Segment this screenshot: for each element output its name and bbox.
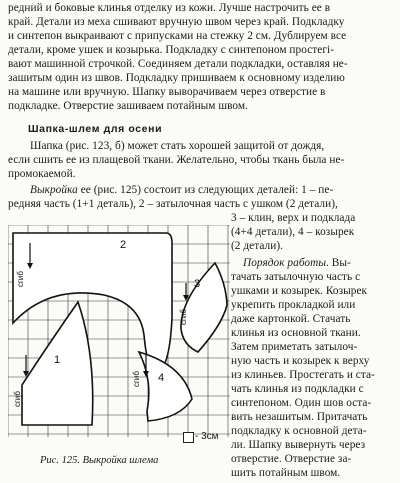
text-line: Шапка (рис. 123, б) может стать хорошей защитой от дождя,: [30, 140, 325, 152]
text-line: детали, кроме ушек и козырька. Подкладку с синтепоном простегі-: [8, 44, 335, 56]
text-line: на машине или вручную. Шапку выворачиваем через отверстие в: [8, 86, 326, 98]
fold-label: сгиб: [132, 371, 141, 387]
text-line: ли. Шапку вывернуть через: [231, 439, 366, 451]
figure-caption: Рис. 125. Выкройка шлема: [40, 455, 159, 466]
text-line: (4+4 детали), 4 – козырек: [231, 226, 355, 238]
text-line: вить незашитым. Притачать: [231, 411, 368, 423]
text-line: Затем приметать затылоч-: [231, 341, 358, 353]
text-line: (2 детали).: [231, 240, 284, 252]
text-line: вают машинной строчкой. Соединяем детали подкладки, оставляя не-: [8, 58, 348, 70]
scale-square-icon: [183, 432, 194, 443]
fold-label: сгиб: [13, 391, 22, 407]
text-line: край. Детали из меха сшивают вручную швом через край. Подкладку: [8, 16, 345, 28]
text-line: тачать затылочную часть с: [231, 271, 361, 283]
text-line: шить потайным швом.: [231, 467, 341, 479]
work-order-rest: . Вы-: [326, 257, 351, 269]
text-line: [30, 184, 333, 197]
text-line: даже картонкой. Стачать: [231, 313, 351, 325]
pattern-piece-2: [13, 233, 172, 373]
text-line: ную часть и козырек к верху: [231, 355, 370, 367]
text-line: [243, 257, 351, 270]
fold-label: сгиб: [16, 271, 25, 287]
text-line: подкладку к основной дета-: [231, 425, 367, 437]
text-line: редняя часть (1+1 деталь), 2 – затылочная часть с ушком (2 детали),: [8, 198, 338, 210]
fold-label: сгиб: [179, 309, 188, 325]
piece-number-4: 4: [158, 372, 165, 384]
text-line: 3 – клин, верх и подклада: [231, 212, 356, 224]
text-line: чать клинья из подкладки с: [231, 383, 364, 395]
text-line: и синтепон выкраивают с припусками на стежку 2 см. Дублируем все: [8, 30, 347, 42]
text-line: ушками и козырек. Козырек: [231, 285, 368, 297]
text-line: редний и боковые клинья отделку из кожи. Лучше настрочить ее в: [8, 2, 331, 14]
piece-number-1: 1: [54, 354, 61, 366]
text-line: подкладке. Отверстие зашиваем потайным швом.: [8, 100, 248, 112]
text-line: если сшить ее из плащевой ткани. Желательно, чтобы ткань была не-: [8, 154, 345, 166]
text-line: клинья из основной ткани.: [231, 327, 361, 339]
text-line: из клиньев. Простегать и ста-: [231, 369, 375, 381]
text-line: синтепоном. Один шов оста-: [231, 397, 372, 409]
section-heading: Шапка-шлем для осени: [28, 123, 163, 135]
piece-number-3: 3: [194, 278, 201, 290]
scale-legend: - 3см: [195, 431, 219, 442]
work-order-lead: Порядок работы: [243, 257, 327, 269]
pattern-rest: ее (рис. 125) состоит из следующих деталей: 1 – пе-: [77, 184, 334, 196]
text-line: укрепить прокладкой или: [231, 299, 356, 311]
text-line: отверстие. Отверстие за-: [231, 453, 352, 465]
hat-pattern-figure: [8, 225, 230, 437]
text-line: зашитым один из швов. Подкладку пришиваем к основному изделию: [8, 72, 345, 84]
piece-number-2: 2: [120, 239, 127, 251]
pattern-lead: Выкройка: [30, 184, 78, 196]
text-line: промокаемой.: [8, 168, 76, 180]
